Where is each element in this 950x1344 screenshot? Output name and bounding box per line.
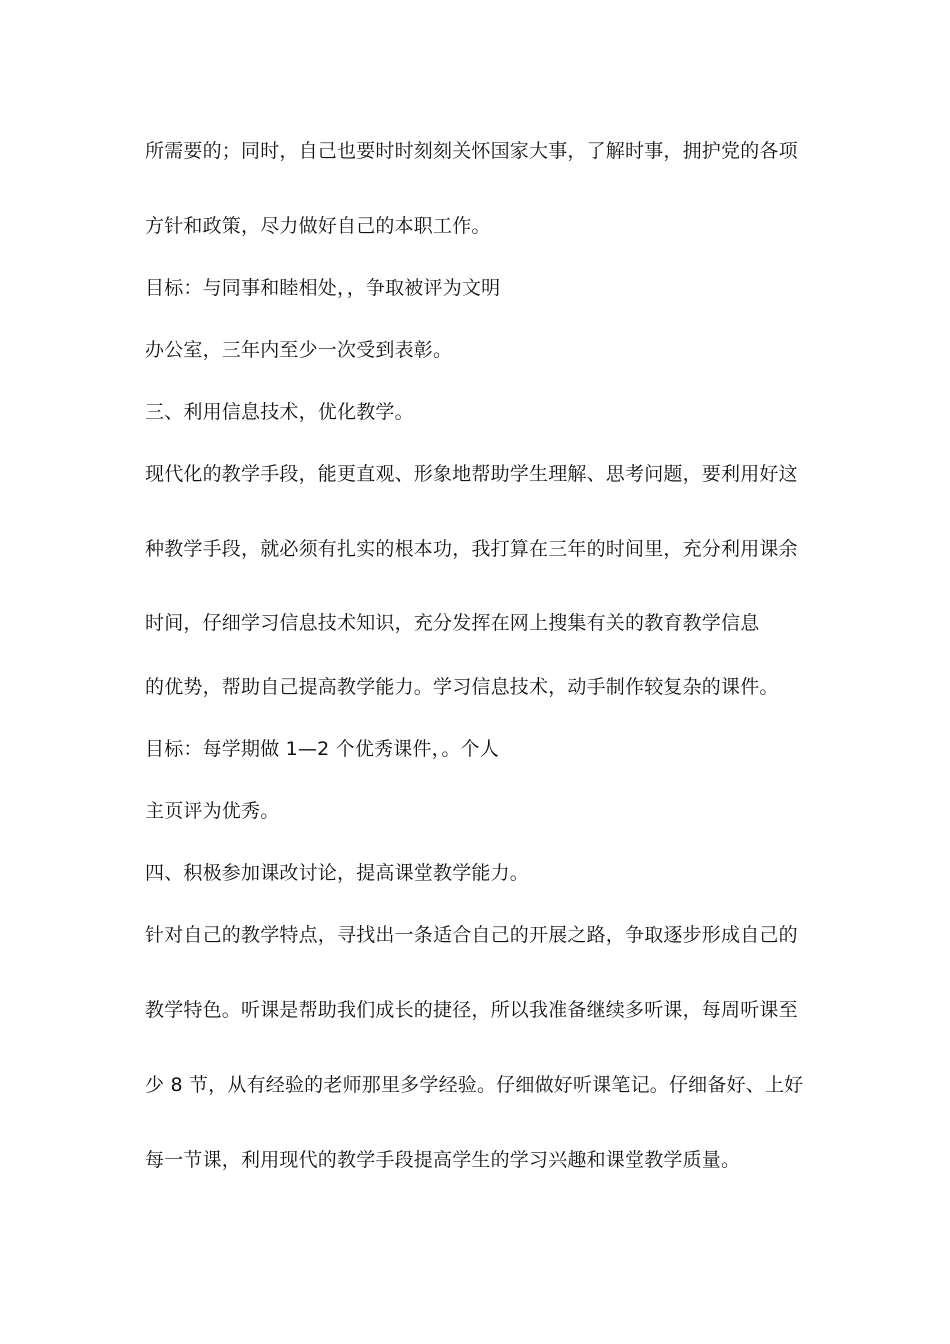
paragraph-line: 少 8 节，从有经验的老师那里多学经验。仔细做好听课笔记。仔细备好、上好 (145, 1074, 804, 1096)
paragraph-line: 的优势，帮助自己提高教学能力。学习信息技术，动手制作较复杂的课件。 (145, 676, 779, 698)
paragraph-line: 教学特色。听课是帮助我们成长的捷径，所以我准备继续多听课，每周听课至 (145, 999, 798, 1021)
paragraph-line: 目标：与同事和睦相处，，争取被评为文明 (145, 277, 501, 299)
paragraph-line: 办公室，三年内至少一次受到表彰。 (145, 339, 453, 361)
paragraph-line: 针对自己的教学特点，寻找出一条适合自己的开展之路，争取逐步形成自己的 (145, 924, 798, 946)
paragraph-line: 现代化的教学手段，能更直观、形象地帮助学生理解、思考问题，要利用好这 (145, 463, 798, 485)
paragraph-line: 种教学手段，就必须有扎实的根本功，我打算在三年的时间里，充分利用课余 (145, 538, 798, 560)
section-heading: 三、利用信息技术，优化教学。 (145, 401, 414, 423)
paragraph-line: 每一节课，利用现代的教学手段提高学生的学习兴趣和课堂教学质量。 (145, 1149, 741, 1171)
section-heading: 四、积极参加课改讨论，提高课堂教学能力。 (145, 862, 530, 884)
paragraph-line: 时间，仔细学习信息技术知识，充分发挥在网上搜集有关的教育教学信息 (145, 612, 760, 634)
paragraph-line: 主页评为优秀。 (145, 800, 280, 822)
paragraph-line: 方针和政策，尽力做好自己的本职工作。 (145, 215, 491, 237)
paragraph-line: 目标：每学期做 1—2 个优秀课件，。个人 (145, 738, 499, 760)
paragraph-line: 所需要的；同时，自己也要时时刻刻关怀国家大事，了解时事，拥护党的各项 (145, 140, 798, 162)
